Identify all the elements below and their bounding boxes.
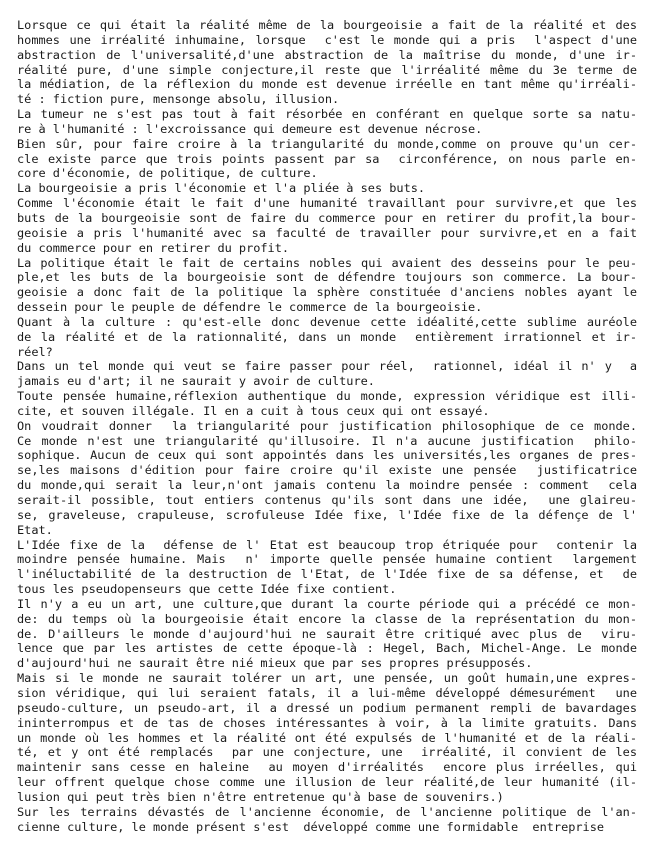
paragraph xyxy=(17,256,637,315)
paragraph xyxy=(17,597,637,671)
text-line: de: du temps où la bourgeoisie était encore la classe de la représentation du mon- xyxy=(17,611,637,626)
text-line: geoisie a pris l'humanité avec sa faculté de travailler pour survivre,et en a fait xyxy=(17,225,637,240)
text-line: se,les maisons d'édition pour faire croire qu'il existe une pensée justificatrice xyxy=(17,463,637,478)
text-line: La politique était le fait de certains nobles qui avaient des desseins pour le peu- xyxy=(17,255,637,270)
text-line: cite, et souven illégale. Il en a cuit à tous ceux qui ont essayé. xyxy=(17,403,490,418)
text-line: l'inéluctabilité de la destruction de l'Etat, de l'Idée fixe de sa défense, et de xyxy=(17,567,637,582)
text-line: de la réalité et de la rationnalité, dans un monde entièrement irrationnel et ir- xyxy=(17,329,637,344)
text-line: tous les pseudopenseurs que cette Idée fixe contient. xyxy=(17,582,397,597)
paragraph xyxy=(17,538,637,597)
paragraph xyxy=(17,359,637,389)
text-line: re à l'humanité : l'excroissance qui demeure est devenue nécrose. xyxy=(17,121,483,136)
paragraph xyxy=(17,389,637,419)
text-line: On voudrait donner la triangularité pour justification philosophique de ce monde. xyxy=(17,418,637,433)
text-line: du monde,qui serait la leur,n'ont jamais contenu la moindre pensée : comment cela xyxy=(17,478,637,493)
text-line: La tumeur ne s'est pas tout à fait résorbée en conférant en quelque sorte sa natu- xyxy=(17,107,637,122)
text-line: Toute pensée humaine,réflexion authentique du monde, expression véridique est illi- xyxy=(17,389,637,404)
text-line: un monde où les hommes et la réalité ont été expulsés de l'humanité et de la réali- xyxy=(17,730,637,745)
text-line: pseudo-culture, un pseudo-art, il a dressé un podium permanent rempli de bavardages xyxy=(17,700,637,715)
text-line: lence que par les artistes de cette époque-là : Hegel, Bach, Michel-Ange. Le monde xyxy=(17,641,637,656)
text-line: dessein pour le peuple de défendre le commerce de la bourgeoisie. xyxy=(17,300,483,315)
text-line: ininterrompus et de tas de choses intéressantes à voir, à la limite gratuits. Dans xyxy=(17,715,637,730)
text-line: abstraction de l'universalité,d'une abstraction de la maîtrise du monde, d'une ir- xyxy=(17,47,637,62)
text-line: Bien sûr, pour faire croire à la triangularité du monde,comme on prouve qu'un cer- xyxy=(17,136,637,151)
text-line: buts de la bourgeoisie sont de faire du commerce pour en retirer du profit,la bour- xyxy=(17,210,637,225)
text-line: té, et y ont été remplacés par une conjecture, une irréalité, il convient de les xyxy=(17,745,637,760)
paragraph xyxy=(17,107,637,137)
text-line: Dans un tel monde qui veut se faire passer pour réel, rationnel, idéal il n' y a xyxy=(17,359,637,374)
text-line: réel? xyxy=(17,344,53,359)
text-line: cle existe parce que trois points passent par sa circonférence, on nous parle en- xyxy=(17,151,637,166)
text-line: cienne culture, le monde présent s'est développé comme une formidable entreprise xyxy=(17,819,605,834)
paragraph xyxy=(17,18,637,107)
text-line: Sur les terrains dévastés de l'ancienne économie, de l'ancienne politique de l'an- xyxy=(17,804,637,819)
text-line: serait-il possible, tout entiers contenus qu'ils sont dans une idée, une glaireu- xyxy=(17,493,637,507)
text-line: maintenir sans cesse en haleine au moyen d'irréalités encore plus irréelles, qui xyxy=(17,760,637,775)
text-line: ple,et les buts de la bourgeoisie sont de défendre toujours son commerce. La bour- xyxy=(17,270,637,285)
text-line: Il n'y a eu un art, une culture,que durant la courte période qui a précédé ce mon- xyxy=(17,596,637,611)
text-line: réalité pure, d'une simple conjecture,il reste que l'irréalité même du 3e terme de xyxy=(17,62,637,77)
text-line: sion véridique, qui lui seraient fatals, il a lui-même développé démesurément une xyxy=(17,685,637,700)
text-line: L'Idée fixe de la défense de l' Etat est beaucoup trop étriquée pour contenir la xyxy=(17,537,637,552)
text-line: hommes une irréalité inhumaine, lorsque c'est le monde qui a pris l'aspect d'une xyxy=(17,32,637,47)
text-line: Etat. xyxy=(17,522,53,537)
text-line: Comme l'économie était le fait d'une humanité travaillant pour survivre,et que les xyxy=(17,196,637,211)
text-line: jamais eu d'art; il ne saurait y avoir de culture. xyxy=(17,374,375,389)
paragraph xyxy=(17,181,637,196)
text-line: Mais si le monde ne saurait tolérer un art, une pensée, un goût humain,une expres- xyxy=(17,671,637,686)
text-line: core d'économie, de politique, de culture. xyxy=(17,166,318,181)
text-line: Ce monde n'est une triangularité qu'illusoire. Il n'a aucune justification philo- xyxy=(17,433,637,448)
typewritten-page xyxy=(17,18,637,834)
paragraph xyxy=(17,805,637,835)
text-line: sophique. Aucun de ceux qui sont appointés dans les universités,les organes de pres- xyxy=(17,448,637,463)
text-line: la médiation, de la réflexion du monde est devenue irréelle en tant même qu'irréali- xyxy=(17,77,637,92)
paragraph xyxy=(17,419,637,538)
paragraph xyxy=(17,196,637,255)
text-line: La bourgeoisie a pris l'économie et l'a pliée à ses buts. xyxy=(17,181,426,196)
paragraph xyxy=(17,671,637,805)
text-line: lusion qui peut très bien n'être entretenue qu'à base de souvenirs.) xyxy=(17,789,504,804)
text-line: té : fiction pure, mensonge absolu, illusion. xyxy=(17,92,340,107)
text-line: d'aujourd'hui ne saurait être nié mieux que par ses propres présupposés. xyxy=(17,656,533,671)
text-line: geoisie a donc fait de la politique la sphère constituée d'anciens nobles ayant le xyxy=(17,285,637,300)
text-line: moindre pensée humaine. Mais n' importe quelle pensée humaine contient largement xyxy=(17,552,637,567)
paragraph xyxy=(17,315,637,360)
text-line: leur offrent quelque chose comme une illusion de leur réalité,de leur humanité (il- xyxy=(17,775,637,790)
text-line: de. D'ailleurs le monde d'aujourd'hui ne saurait être critiqué avec plus de viru- xyxy=(17,626,637,641)
text-line: Lorsque ce qui était la réalité même de la bourgeoisie a fait de la réalité et des xyxy=(17,18,637,32)
text-line: Quant à la culture : qu'est-elle donc devenue cette idéalité,cette sublime auréole xyxy=(17,314,637,329)
text-line: du commerce pour en retirer du profit. xyxy=(17,240,290,255)
paragraph xyxy=(17,137,637,182)
text-line: se, graveleuse, crapuleuse, scrofuleuse Idée fixe, l'Idée fixe de la défençe de l' xyxy=(17,507,637,522)
